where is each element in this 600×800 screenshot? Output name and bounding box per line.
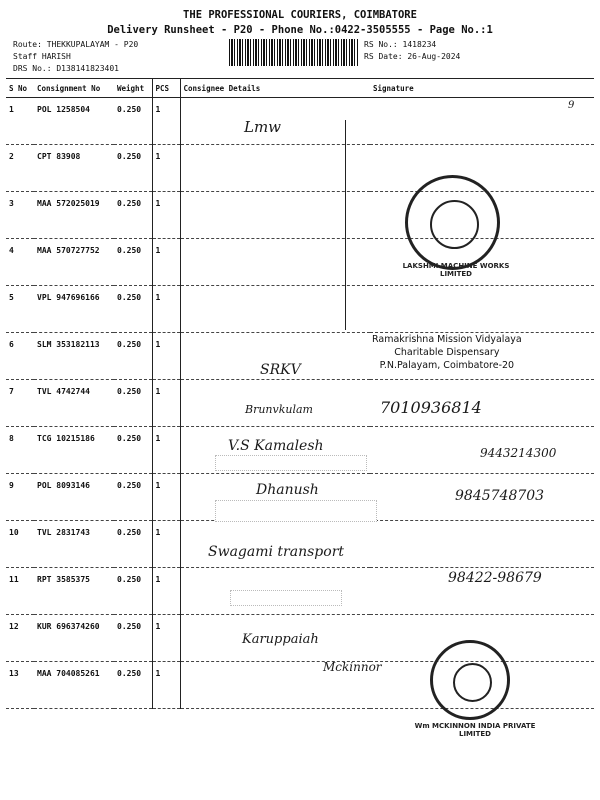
row-sno: 5 [6, 286, 34, 333]
row-consignee [180, 239, 370, 286]
rkm-stamp-line3: P.N.Palayam, Coimbatore-20 [379, 360, 515, 371]
table-row [6, 98, 594, 145]
mckinnon-seal [430, 640, 510, 720]
lmw-seal [405, 175, 500, 270]
row-weight: 0.250 [114, 192, 152, 239]
staff-field: Staff HARISH [13, 52, 71, 61]
rkm-stamp-line2: Charitable Dispensary [394, 347, 500, 358]
row-pcs: 1 [152, 145, 180, 192]
handwritten-phone-r7: 7010936814 [380, 398, 482, 417]
table-row [6, 145, 594, 192]
col-pcs: PCS [152, 79, 180, 98]
row-weight: 0.250 [114, 239, 152, 286]
table-row [6, 192, 594, 239]
row-signature [370, 521, 594, 568]
row-weight: 0.250 [114, 568, 152, 615]
row-consignment: TVL 4742744 [34, 380, 114, 427]
row-sno: 6 [6, 333, 34, 380]
row-weight: 0.250 [114, 615, 152, 662]
row-weight: 0.250 [114, 380, 152, 427]
row-pcs: 1 [152, 98, 180, 145]
row-pcs: 1 [152, 239, 180, 286]
row-consignment: SLM 353182113 [34, 333, 114, 380]
row-sno: 13 [6, 662, 34, 709]
row-sno: 12 [6, 615, 34, 662]
handwritten-phone-r8: 9443214300 [480, 446, 557, 460]
lmw-seal-text: LAKSHMI MACHINE WORKS LIMITED [402, 262, 510, 278]
handwritten-r6: SRKV [260, 362, 301, 378]
row-consignment: KUR 696374260 [34, 615, 114, 662]
handwritten-page-mark: 9 [568, 100, 575, 111]
table-header-row [6, 79, 594, 98]
row-consignment: TCG 10215186 [34, 427, 114, 474]
company-title: THE PROFESSIONAL COURIERS, COIMBATORE [183, 9, 417, 21]
row-sno: 9 [6, 474, 34, 521]
row-pcs: 1 [152, 192, 180, 239]
row-weight: 0.250 [114, 145, 152, 192]
handwritten-ditto-line [345, 120, 346, 330]
row-consignment: RPT 3585375 [34, 568, 114, 615]
row-weight: 0.250 [114, 521, 152, 568]
row-weight: 0.250 [114, 662, 152, 709]
row-weight: 0.250 [114, 427, 152, 474]
runsheet-table [6, 78, 594, 709]
row-consignment: MAA 704085261 [34, 662, 114, 709]
handwritten-phone-r11: 98422-98679 [448, 570, 542, 586]
row-consignment: MAA 572025019 [34, 192, 114, 239]
row-consignment: POL 8093146 [34, 474, 114, 521]
row-sno: 3 [6, 192, 34, 239]
row-sno: 8 [6, 427, 34, 474]
row-pcs: 1 [152, 521, 180, 568]
handwritten-r8: V.S Kamalesh [228, 438, 324, 454]
table-row [6, 286, 594, 333]
barcode [229, 39, 359, 66]
row-consignee [180, 286, 370, 333]
handwritten-r10: Swagami transport [208, 544, 345, 560]
row-sno: 2 [6, 145, 34, 192]
col-weight: Weight [114, 79, 152, 98]
handwritten-r1: Lmw [244, 118, 282, 136]
col-sno: S No [6, 79, 34, 98]
row-weight: 0.250 [114, 98, 152, 145]
mckinnon-seal-text: Wm MCKINNON INDIA PRIVATE LIMITED [414, 722, 536, 738]
rs-date: RS Date: 26-Aug-2024 [364, 52, 461, 61]
rkm-stamp-line1: Ramakrishna Mission Vidyalaya [372, 334, 522, 345]
row-sno: 7 [6, 380, 34, 427]
row-pcs: 1 [152, 286, 180, 333]
row-weight: 0.250 [114, 333, 152, 380]
col-consignee: Consignee Details [180, 79, 370, 98]
route-field: Route: THEKKUPALAYAM - P20 [13, 40, 139, 49]
row-sno: 4 [6, 239, 34, 286]
row-sno: 11 [6, 568, 34, 615]
handwritten-r7: Brunvkulam [245, 403, 313, 416]
row-sno: 1 [6, 98, 34, 145]
col-signature: Signature [370, 79, 594, 98]
row-weight: 0.250 [114, 286, 152, 333]
rs-number: RS No.: 1418234 [364, 40, 437, 49]
row-pcs: 1 [152, 380, 180, 427]
row-consignment: MAA 570727752 [34, 239, 114, 286]
row-weight: 0.250 [114, 474, 152, 521]
handwritten-phone-r9: 9845748703 [455, 488, 545, 504]
runsheet-subtitle: Delivery Runsheet - P20 - Phone No.:0422-3505555 - Page No.:1 [107, 24, 493, 36]
row-sno: 10 [6, 521, 34, 568]
handwritten-r13: Mckinnor [323, 660, 382, 674]
row-consignment: TVL 2831743 [34, 521, 114, 568]
row-consignee [180, 145, 370, 192]
col-consignment: Consignment No [34, 79, 114, 98]
row-signature [370, 98, 594, 145]
correction-smudge [215, 455, 367, 471]
row-pcs: 1 [152, 662, 180, 709]
row-pcs: 1 [152, 427, 180, 474]
row-consignee [180, 192, 370, 239]
handwritten-r12: Karuppaiah [242, 632, 319, 647]
drs-field: DRS No.: D138141823401 [13, 64, 119, 73]
correction-smudge [215, 500, 377, 522]
rkm-stamp [372, 333, 522, 372]
handwritten-r9: Dhanush [256, 482, 319, 498]
row-pcs: 1 [152, 615, 180, 662]
row-consignment: POL 1258504 [34, 98, 114, 145]
row-pcs: 1 [152, 474, 180, 521]
row-pcs: 1 [152, 568, 180, 615]
row-pcs: 1 [152, 333, 180, 380]
row-signature [370, 286, 594, 333]
row-consignment: VPL 947696166 [34, 286, 114, 333]
correction-smudge [230, 590, 342, 606]
row-consignment: CPT 83908 [34, 145, 114, 192]
